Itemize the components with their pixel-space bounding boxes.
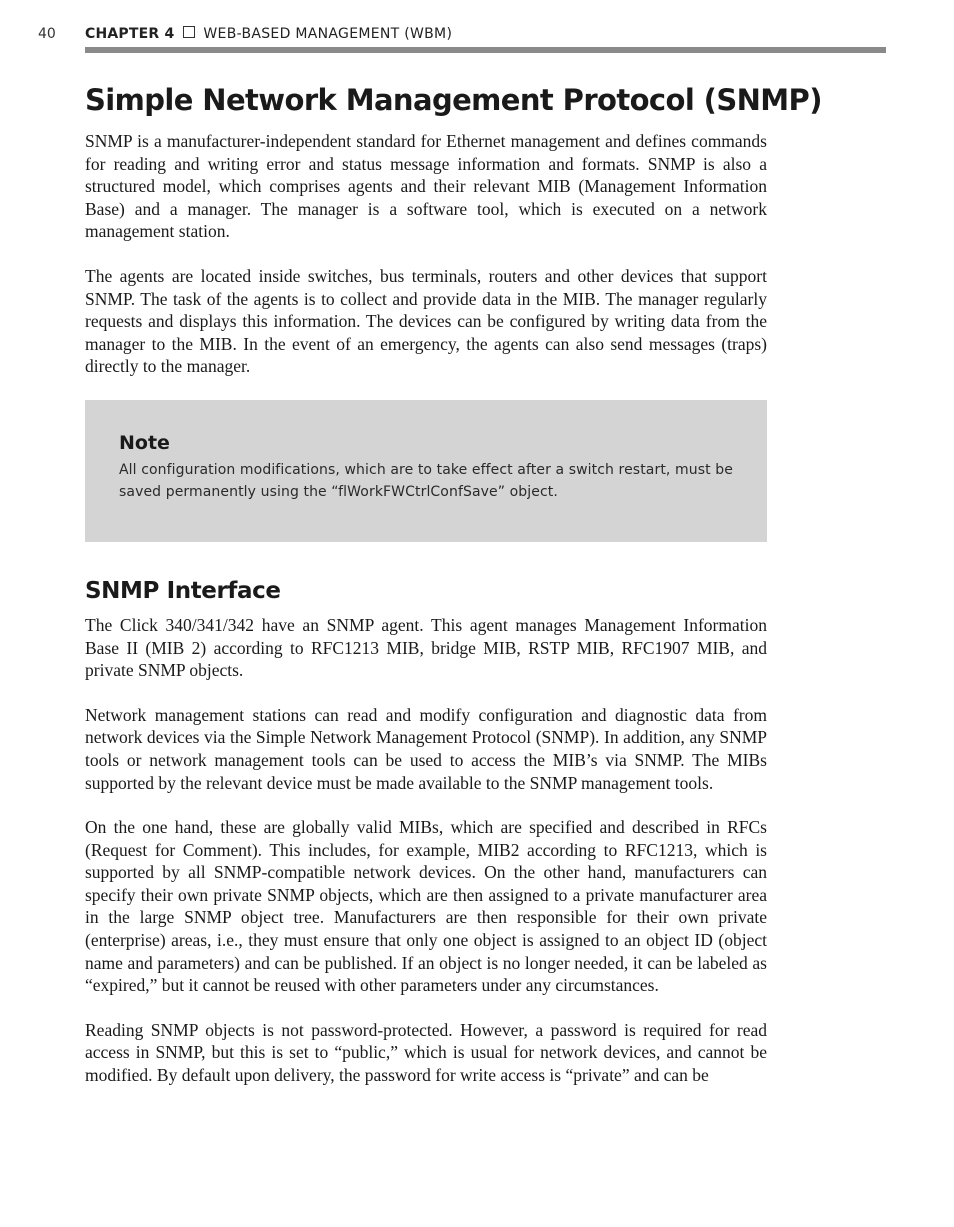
header-rule: [85, 47, 886, 53]
running-head: [85, 26, 452, 42]
page-number: 40: [38, 26, 56, 42]
subsection-paragraph-4: Reading SNMP objects is not password-protected. However, a password is required for read access in SNMP, but this is set to “public,” which is usual for network devices, and cannot be modified. By default upon delivery, the password for write access is “private” and can be: [85, 1019, 767, 1086]
subsection-paragraph-2: Network management stations can read and modify configuration and diagnostic data from network devices via the Simple Network Management Protocol (SNMP). In addition, any SNMP tools or network management tools can be used to access the MIB’s via SNMP. The MIBs supported by the relevant device must be made available to the SNMP management tools.: [85, 704, 767, 793]
page-header: [0, 0, 954, 60]
subsection-title: SNMP Interface: [85, 577, 281, 604]
page-content: [85, 80, 822, 1109]
note-title: Note: [119, 431, 170, 454]
subsection-paragraph-1: The Click 340/341/342 have an SNMP agent. This agent manages Management Information Base II (MIB 2) according to RFC1213 MIB, bridge MIB, RSTP MIB, RFC1907 MIB, and private SNMP objects.: [85, 614, 767, 681]
note-text: All configuration modifications, which are to take effect after a switch restart, must be saved permanently using the “flWorkFWCtrlConfSave” object.: [119, 461, 733, 500]
section-paragraph-1: SNMP is a manufacturer-independent standard for Ethernet management and defines commands for reading and writing error and status message information and formats. SNMP is also a structured model, which comprises agents and their relevant MIB (Management Information Base) and a manager. The manager is a software tool, which is executed on a network management station.: [85, 131, 767, 242]
chapter-label: CHAPTER 4: [85, 26, 175, 42]
subsection-paragraph-3: On the one hand, these are globally valid MIBs, which are specified and described in RFCs (Request for Comment). This includes, for example, MIB2 according to RFC1213, which is supported by all SNMP-compatible network devices. On the other hand, manufacturers can specify their own private SNMP objects, which are then assigned to a private manufacturer area in the large SNMP object tree. Manufacturers are then responsible for their own private (enterprise) areas, i.e., they must ensure that only one object is assigned to an object ID (object name and parameters) and can be published. If an object is no longer needed, it can be labeled as “expired,” but it cannot be reused with other parameters under any circumstances.: [85, 817, 767, 996]
note-box: [85, 400, 767, 542]
square-separator-icon: [183, 26, 195, 38]
section-paragraph-2: The agents are located inside switches, bus terminals, routers and other devices that support SNMP. The task of the agents is to collect and provide data in the MIB. The manager regularly requests and displays this information. The devices can be configured by writing data from the manager to the MIB. In the event of an emergency, the agents can also send messages (traps) directly to the manager.: [85, 265, 767, 377]
chapter-title: WEB-BASED MANAGEMENT (WBM): [203, 26, 453, 42]
section-title: Simple Network Management Protocol (SNMP): [85, 83, 822, 117]
